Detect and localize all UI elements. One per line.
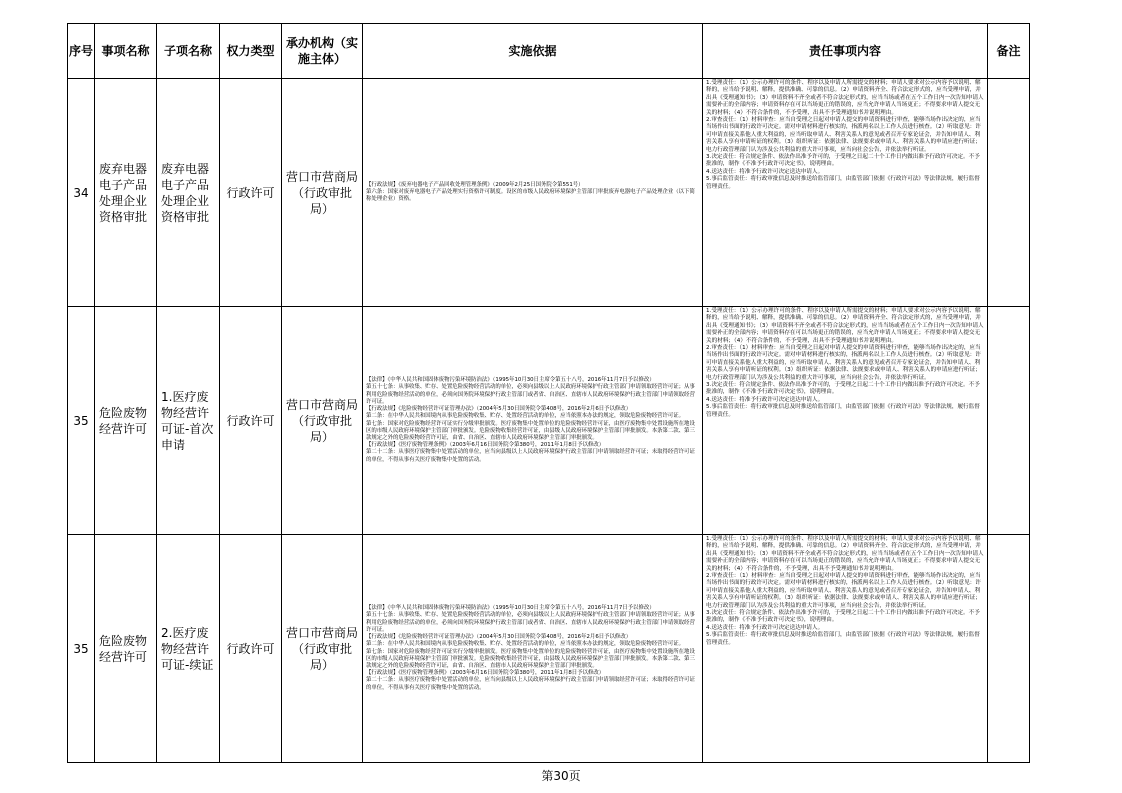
- header-basis: 实施依据: [363, 24, 703, 79]
- cell-basis: 【行政法规】《废弃电器电子产品回收处理管理条例》（2009年2月25日国务院令第551号） 第六条：国家对废弃电器电子产品处理实行资格许可制度。设区的市级人民政府环境保护主管部门审批废弃电器电子产品处理企业（以下简称处理企业）资格。: [363, 79, 703, 307]
- cell-org: 营口市营商局（行政审批局）: [282, 535, 363, 763]
- header-row: [68, 24, 1030, 79]
- table-row: [68, 79, 1030, 307]
- cell-power: 行政许可: [220, 535, 282, 763]
- cell-subitem: 1.医疗废物经营许可证-首次申请: [157, 307, 220, 535]
- table-row: [68, 535, 1030, 763]
- header-power: 权力类型: [220, 24, 282, 79]
- cell-seq: 34: [68, 79, 95, 307]
- cell-power: 行政许可: [220, 79, 282, 307]
- header-item: 事项名称: [95, 24, 157, 79]
- cell-resp: 1.受理责任：（1）公示办理许可的条件、程序以及申请人所需提交的材料；申请人要求对公示内容予以说明、解释的，应当给予说明、解释，提供准确、可靠的信息。（2）申请资料齐全、符合法定形式的，应当受理申请，并出具《受理通知书》；（3）申请资料不齐全或者不符合法定形式的，应当当场或者在五个工作日内一次告知申请人需要补正的全部内容；申请资料存在可以当场更正的错误的，应当允许申请人当场更正；不得要求申请人提交无关的材料；（4）不符合条件的，不予受理，出具不予受理通知书并说明理由。 2.审查责任：（1）材料审查：应当自受理之日起对申请人提交的申请资料进行审查，能够当场作出决定的，应当当场作出书面的行政许可决定。需对申请材料进行核实的，指派两名以上工作人员进行核查。（2）听取意见：许可申请直接关系他人重大利益的，应当听取申请人、利害关系人的意见或者召开专家论证会，并告知申请人、利害关系人享有申请听证的权利。（3）组织听证：依据法律、法规要求或申请人、利害关系人的申请应进行听证；电力行政管理部门认为涉及公共利益的重大许可事项，应当向社会公告，并依法举行听证。 3.决定责任：符合规定条件、依法作出准予许可的，于受理之日起二十个工作日内做出准予行政许可决定。不予批准的，制作《不准予行政许可决定书》，说明理由。 4.送达责任：将准予行政许可决定送达申请人。 5.事后监管责任：将行政审批信息及时推送给监管部门，由监管部门依据《行政许可法》等法律法规，履行监督管理责任。: [703, 535, 988, 763]
- cell-note: [988, 79, 1030, 307]
- table-row: [68, 307, 1030, 535]
- cell-resp: 1.受理责任：（1）公示办理许可的条件、程序以及申请人所需提交的材料；申请人要求对公示内容予以说明、解释的，应当给予说明、解释，提供准确、可靠的信息。（2）申请资料齐全、符合法定形式的，应当受理申请，并出具《受理通知书》；（3）申请资料不齐全或者不符合法定形式的，应当当场或者在五个工作日内一次告知申请人需要补正的全部内容；申请资料存在可以当场更正的错误的，应当允许申请人当场更正；不得要求申请人提交无关的材料；（4）不符合条件的，不予受理，出具不予受理通知书并说明理由。 2.审查责任：（1）材料审查：应当自受理之日起对申请人提交的申请资料进行审查，能够当场作出决定的，应当当场作出书面的行政许可决定。需对申请材料进行核实的，指派两名以上工作人员进行核查。（2）听取意见：许可申请直接关系他人重大利益的，应当听取申请人、利害关系人的意见或者召开专家论证会，并告知申请人、利害关系人享有申请听证的权利。（3）组织听证：依据法律、法规要求或申请人、利害关系人的申请应进行听证；电力行政管理部门认为涉及公共利益的重大许可事项，应当向社会公告，并依法举行听证。 3.决定责任：符合规定条件、依法作出准予许可的，于受理之日起二十个工作日内做出准予行政许可决定。不予批准的，制作《不准予行政许可决定书》，说明理由。 4.送达责任：将准予行政许可决定送达申请人。 5.事后监管责任：将行政审批信息及时推送给监管部门，由监管部门依据《行政许可法》等法律法规，履行监督管理责任。: [703, 79, 988, 307]
- page-number: 第30页: [541, 769, 581, 783]
- header-org: 承办机构（实施主体）: [282, 24, 363, 79]
- header-resp: 责任事项内容: [703, 24, 988, 79]
- cell-note: [988, 307, 1030, 535]
- permission-table: [67, 23, 1030, 763]
- cell-org: 营口市营商局（行政审批局）: [282, 79, 363, 307]
- header-subitem: 子项名称: [157, 24, 220, 79]
- header-seq: 序号: [68, 24, 95, 79]
- cell-note: [988, 535, 1030, 763]
- cell-basis: 【法律】《中华人民共和国固体废物污染环境防治法》（1995年10月30日主席令第五十八号，2016年11月7日予以修改） 第五十七条：从事收集、贮存、处置危险废物经营活动的单位，必须向县级以上人民政府环境保护行政主管部门申请领取经营许可证；从事利用危险废物经营活动的单位，必须向国务院环境保护行政主管部门或者省、自治区、直辖市人民政府环境保护行政主管部门申请领取经营许可证。 【行政法规】《危险废物经营许可证管理办法》（2004年5月30日国务院令第408号，2016年2月6日予以修改） 第二条：在中华人民共和国境内从事危险废物收集、贮存、处置经营活动的单位，应当依照本办法的规定，领取危险废物经营许可证。 第七条：国家对危险废物经营许可证实行分级审批颁发。医疗废物集中处置单位的危险废物经营许可证，由医疗废物集中处置设施所在地设区的市级人民政府环境保护主管部门审批颁发。危险废物收集经营许可证，由县级人民政府环境保护主管部门审批颁发。本条第二款、第三款规定之外的危险废物经营许可证，由省、自治区、直辖市人民政府环境保护主管部门审批颁发。 【行政法规】《医疗废物管理条例》（2003年6月16日国务院令第380号，2011年1月8日予以修改） 第二十二条：从事医疗废物集中处置活动的单位，应当向县级以上人民政府环境保护行政主管部门申请领取经营许可证；未取得经营许可证的单位，不得从事有关医疗废物集中处置的活动。: [363, 307, 703, 535]
- cell-org: 营口市营商局（行政审批局）: [282, 307, 363, 535]
- cell-item: 危险废物经营许可: [95, 307, 157, 535]
- cell-power: 行政许可: [220, 307, 282, 535]
- cell-item: 废弃电器电子产品处理企业资格审批: [95, 79, 157, 307]
- cell-item: 危险废物经营许可: [95, 535, 157, 763]
- header-note: 备注: [988, 24, 1030, 79]
- cell-seq: 35: [68, 307, 95, 535]
- cell-resp: 1.受理责任：（1）公示办理许可的条件、程序以及申请人所需提交的材料；申请人要求对公示内容予以说明、解释的，应当给予说明、解释，提供准确、可靠的信息。（2）申请资料齐全、符合法定形式的，应当受理申请，并出具《受理通知书》；（3）申请资料不齐全或者不符合法定形式的，应当当场或者在五个工作日内一次告知申请人需要补正的全部内容；申请资料存在可以当场更正的错误的，应当允许申请人当场更正；不得要求申请人提交无关的材料；（4）不符合条件的，不予受理，出具不予受理通知书并说明理由。 2.审查责任：（1）材料审查：应当自受理之日起对申请人提交的申请资料进行审查，能够当场作出决定的，应当当场作出书面的行政许可决定。需对申请材料进行核实的，指派两名以上工作人员进行核查。（2）听取意见：许可申请直接关系他人重大利益的，应当听取申请人、利害关系人的意见或者召开专家论证会，并告知申请人、利害关系人享有申请听证的权利。（3）组织听证：依据法律、法规要求或申请人、利害关系人的申请应进行听证；电力行政管理部门认为涉及公共利益的重大许可事项，应当向社会公告，并依法举行听证。 3.决定责任：符合规定条件、依法作出准予许可的，于受理之日起二十个工作日内做出准予行政许可决定。不予批准的，制作《不准予行政许可决定书》，说明理由。 4.送达责任：将准予行政许可决定送达申请人。 5.事后监管责任：将行政审批信息及时推送给监管部门，由监管部门依据《行政许可法》等法律法规，履行监督管理责任。: [703, 307, 988, 535]
- cell-basis: 【法律】《中华人民共和国固体废物污染环境防治法》（1995年10月30日主席令第五十八号，2016年11月7日予以修改） 第五十七条：从事收集、贮存、处置危险废物经营活动的单位，必须向县级以上人民政府环境保护行政主管部门申请领取经营许可证；从事利用危险废物经营活动的单位，必须向国务院环境保护行政主管部门或者省、自治区、直辖市人民政府环境保护行政主管部门申请领取经营许可证。 【行政法规】《危险废物经营许可证管理办法》（2004年5月30日国务院令第408号，2016年2月6日予以修改） 第二条：在中华人民共和国境内从事危险废物收集、贮存、处置经营活动的单位，应当依照本办法的规定，领取危险废物经营许可证。 第七条：国家对危险废物经营许可证实行分级审批颁发。医疗废物集中处置单位的危险废物经营许可证，由医疗废物集中处置设施所在地设区的市级人民政府环境保护主管部门审批颁发。危险废物收集经营许可证，由县级人民政府环境保护主管部门审批颁发。本条第二款、第三款规定之外的危险废物经营许可证，由省、自治区、直辖市人民政府环境保护主管部门审批颁发。 【行政法规】《医疗废物管理条例》（2003年6月16日国务院令第380号，2011年1月8日予以修改） 第二十二条：从事医疗废物集中处置活动的单位，应当向县级以上人民政府环境保护行政主管部门申请领取经营许可证；未取得经营许可证的单位，不得从事有关医疗废物集中处置的活动。: [363, 535, 703, 763]
- cell-subitem: 2.医疗废物经营许可证-续证: [157, 535, 220, 763]
- cell-subitem: 废弃电器电子产品处理企业资格审批: [157, 79, 220, 307]
- cell-seq: 35: [68, 535, 95, 763]
